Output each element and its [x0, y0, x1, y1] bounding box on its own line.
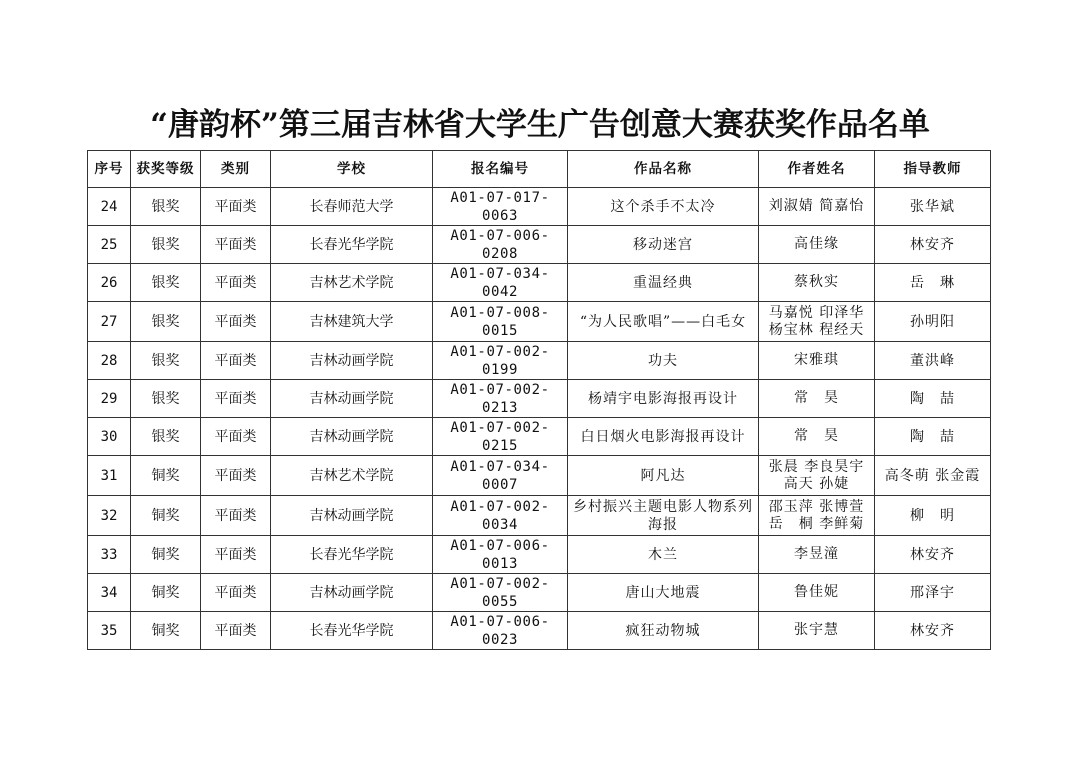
cell-advisor: 林安齐 — [875, 612, 991, 650]
header-school: 学校 — [271, 151, 433, 188]
cell-advisor: 张华斌 — [875, 188, 991, 226]
cell-author-names — [759, 418, 875, 456]
cell-category: 平面类 — [201, 496, 271, 536]
cell-award-level: 银奖 — [131, 226, 201, 264]
header-registration-code: 报名编号 — [433, 151, 568, 188]
cell-advisor: 林安齐 — [875, 536, 991, 574]
cell-author-names — [759, 380, 875, 418]
cell-award-level: 银奖 — [131, 418, 201, 456]
cell-work-title: 疯狂动物城 — [568, 612, 759, 650]
author-line: 邵玉萍 张博萱 — [768, 498, 865, 515]
cell-award-level: 铜奖 — [131, 456, 201, 496]
header-author-names: 作者姓名 — [759, 151, 875, 188]
cell-author-names — [759, 456, 875, 496]
cell-category: 平面类 — [201, 536, 271, 574]
cell-category: 平面类 — [201, 418, 271, 456]
cell-school: 吉林艺术学院 — [271, 264, 433, 302]
cell-seq: 26 — [88, 264, 131, 302]
cell-author-names — [759, 302, 875, 342]
cell-author-names — [759, 226, 875, 264]
author-line: 岳 桐 李鲜菊 — [768, 515, 865, 532]
cell-work-title: 杨靖宇电影海报再设计 — [568, 380, 759, 418]
cell-advisor: 陶 喆 — [875, 418, 991, 456]
cell-advisor: 孙明阳 — [875, 302, 991, 342]
cell-award-level: 银奖 — [131, 342, 201, 380]
author-line: 常 昊 — [794, 390, 839, 406]
cell-seq: 30 — [88, 418, 131, 456]
table-row — [88, 418, 991, 456]
author-line: 李昱潼 — [794, 546, 839, 562]
cell-author-names — [759, 342, 875, 380]
cell-seq: 29 — [88, 380, 131, 418]
author-line: 高佳缘 — [794, 236, 839, 252]
cell-author-names — [759, 612, 875, 650]
cell-seq: 24 — [88, 188, 131, 226]
cell-work-title: 乡村振兴主题电影人物系列海报 — [568, 496, 759, 536]
cell-school: 吉林动画学院 — [271, 380, 433, 418]
cell-registration-code: A01-07-002-0213 — [433, 380, 568, 418]
cell-seq: 33 — [88, 536, 131, 574]
awards-table — [87, 150, 991, 650]
document-title: “唐韵杯”第三届吉林省大学生广告创意大赛获奖作品名单 — [150, 107, 930, 143]
cell-category: 平面类 — [201, 612, 271, 650]
author-line: 常 昊 — [794, 428, 839, 444]
table-body — [88, 188, 991, 650]
cell-registration-code: A01-07-006-0208 — [433, 226, 568, 264]
table-row — [88, 574, 991, 612]
cell-author-names — [759, 264, 875, 302]
author-line: 张宇慧 — [794, 622, 839, 638]
cell-work-title: 阿凡达 — [568, 456, 759, 496]
cell-award-level: 银奖 — [131, 264, 201, 302]
author-line: 马嘉悦 印泽华 — [768, 304, 865, 321]
cell-work-title: 重温经典 — [568, 264, 759, 302]
cell-seq: 27 — [88, 302, 131, 342]
cell-category: 平面类 — [201, 574, 271, 612]
cell-award-level: 铜奖 — [131, 536, 201, 574]
table-row — [88, 536, 991, 574]
cell-work-title: 木兰 — [568, 536, 759, 574]
cell-award-level: 银奖 — [131, 188, 201, 226]
cell-work-title: “为人民歌唱”——白毛女 — [568, 302, 759, 342]
cell-school: 吉林动画学院 — [271, 418, 433, 456]
cell-work-title: 白日烟火电影海报再设计 — [568, 418, 759, 456]
cell-seq: 28 — [88, 342, 131, 380]
cell-advisor: 柳 明 — [875, 496, 991, 536]
author-line: 张晨 李良昊宇 — [768, 458, 865, 475]
header-advisor: 指导教师 — [875, 151, 991, 188]
cell-work-title: 这个杀手不太冷 — [568, 188, 759, 226]
header-seq: 序号 — [88, 151, 131, 188]
cell-registration-code: A01-07-034-0007 — [433, 456, 568, 496]
author-line: 高天 孙婕 — [783, 475, 850, 492]
cell-category: 平面类 — [201, 342, 271, 380]
author-line: 蔡秋实 — [794, 274, 839, 290]
cell-category: 平面类 — [201, 302, 271, 342]
cell-registration-code: A01-07-002-0199 — [433, 342, 568, 380]
cell-school: 吉林动画学院 — [271, 342, 433, 380]
cell-award-level: 银奖 — [131, 380, 201, 418]
author-line: 宋雅琪 — [794, 352, 839, 368]
cell-registration-code: A01-07-006-0023 — [433, 612, 568, 650]
table-row — [88, 496, 991, 536]
cell-author-names — [759, 496, 875, 536]
cell-advisor: 邢泽宇 — [875, 574, 991, 612]
table-row — [88, 302, 991, 342]
cell-category: 平面类 — [201, 226, 271, 264]
cell-author-names — [759, 536, 875, 574]
cell-school: 吉林动画学院 — [271, 496, 433, 536]
cell-advisor: 林安齐 — [875, 226, 991, 264]
cell-school: 长春光华学院 — [271, 536, 433, 574]
cell-author-names — [759, 188, 875, 226]
table-row — [88, 226, 991, 264]
cell-award-level: 铜奖 — [131, 496, 201, 536]
cell-registration-code: A01-07-034-0042 — [433, 264, 568, 302]
cell-registration-code: A01-07-002-0215 — [433, 418, 568, 456]
cell-advisor: 岳 琳 — [875, 264, 991, 302]
cell-author-names — [759, 574, 875, 612]
cell-seq: 32 — [88, 496, 131, 536]
cell-school: 吉林建筑大学 — [271, 302, 433, 342]
header-category: 类别 — [201, 151, 271, 188]
cell-registration-code: A01-07-017-0063 — [433, 188, 568, 226]
author-line: 杨宝林 程经天 — [768, 321, 865, 338]
table-header-row — [88, 151, 991, 188]
cell-advisor: 高冬萌 张金霞 — [875, 456, 991, 496]
cell-work-title: 唐山大地震 — [568, 574, 759, 612]
cell-category: 平面类 — [201, 188, 271, 226]
cell-seq: 31 — [88, 456, 131, 496]
cell-seq: 34 — [88, 574, 131, 612]
table-row — [88, 342, 991, 380]
header-award-level: 获奖等级 — [131, 151, 201, 188]
cell-seq: 25 — [88, 226, 131, 264]
table-row — [88, 264, 991, 302]
cell-seq: 35 — [88, 612, 131, 650]
cell-school: 吉林动画学院 — [271, 574, 433, 612]
cell-school: 长春光华学院 — [271, 612, 433, 650]
header-work-title: 作品名称 — [568, 151, 759, 188]
cell-category: 平面类 — [201, 380, 271, 418]
cell-work-title: 移动迷宫 — [568, 226, 759, 264]
table-row — [88, 612, 991, 650]
cell-category: 平面类 — [201, 264, 271, 302]
cell-advisor: 陶 喆 — [875, 380, 991, 418]
cell-school: 长春师范大学 — [271, 188, 433, 226]
table-row — [88, 188, 991, 226]
cell-work-title: 功夫 — [568, 342, 759, 380]
cell-registration-code: A01-07-002-0055 — [433, 574, 568, 612]
cell-registration-code: A01-07-006-0013 — [433, 536, 568, 574]
cell-registration-code: A01-07-008-0015 — [433, 302, 568, 342]
table-row — [88, 380, 991, 418]
cell-award-level: 铜奖 — [131, 574, 201, 612]
cell-advisor: 董洪峰 — [875, 342, 991, 380]
table-row — [88, 456, 991, 496]
cell-registration-code: A01-07-002-0034 — [433, 496, 568, 536]
cell-award-level: 银奖 — [131, 302, 201, 342]
cell-school: 长春光华学院 — [271, 226, 433, 264]
cell-award-level: 铜奖 — [131, 612, 201, 650]
cell-category: 平面类 — [201, 456, 271, 496]
cell-school: 吉林艺术学院 — [271, 456, 433, 496]
author-line: 鲁佳妮 — [794, 584, 839, 600]
author-line: 刘淑婧 简嘉怡 — [768, 198, 865, 214]
